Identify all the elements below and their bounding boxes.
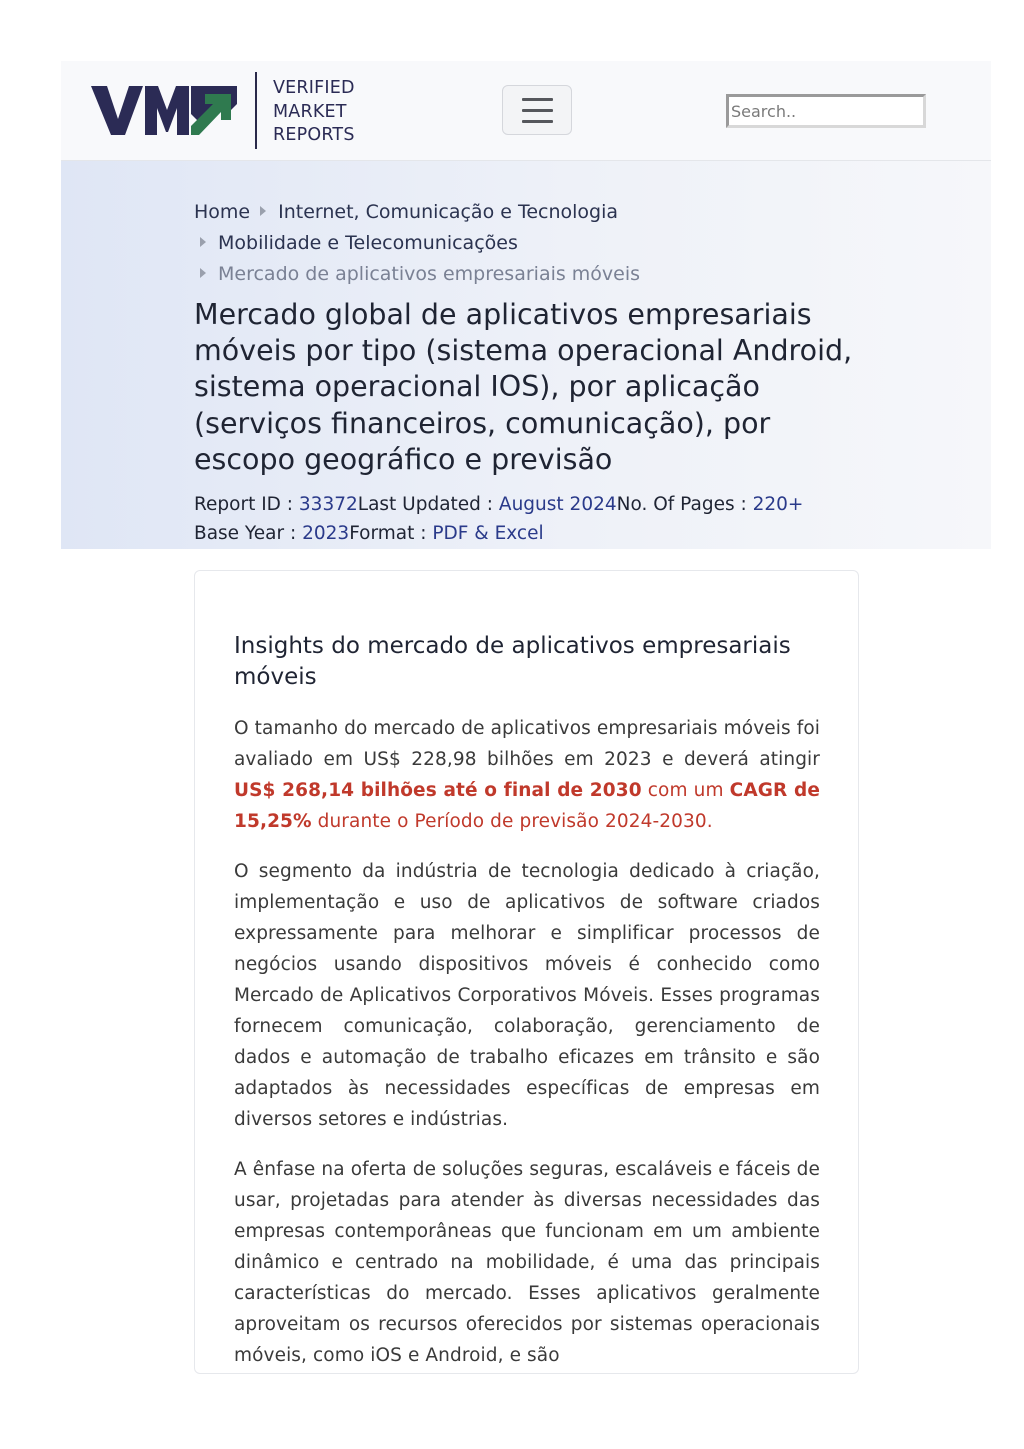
vmr-logo-icon[interactable] xyxy=(91,86,237,136)
logo-word: VERIFIED xyxy=(273,78,355,98)
report-meta-row xyxy=(194,490,803,519)
report-id-value: 33372 xyxy=(298,494,358,515)
logo-divider xyxy=(255,72,257,149)
paragraph-text: com um xyxy=(641,780,730,801)
breadcrumb-home-link[interactable]: Home xyxy=(194,201,251,223)
report-summary-card xyxy=(194,570,859,1374)
page-title: Mercado global de aplicativos empresariais móveis por tipo (sistema operacional Android, sistema operacional IOS), por aplicação (serviços financeiros, comunicação), por escopo geográfico e previsão xyxy=(194,298,853,476)
breadcrumb-category-link[interactable]: Internet, Comunicação e Tecnologia xyxy=(278,201,619,223)
section-title: Insights do mercado de aplicativos empresariais móveis xyxy=(234,633,791,690)
site-header xyxy=(61,61,991,161)
market-size-highlight: US$ 268,14 bilhões até o final de 2030 xyxy=(234,780,642,801)
paragraph xyxy=(234,713,820,837)
logo-word: REPORTS xyxy=(273,125,355,145)
paragraph: O segmento da indústria de tecnologia dedicado à criação, implementação e uso de aplicativos de software criados expressamente para melhorar e simplificar processos de negócios usando dispositivos móveis é conhecido como Mercado de Aplicativos Corporativos Móveis. Esses programas fornecem comunicação, colaboração, gerenciamento de dados e automação de trabalho eficazes em trânsito e são adaptados às necessidades específicas de empresas em diversos setores e indústrias. xyxy=(234,861,820,1130)
breadcrumb-row xyxy=(194,228,640,259)
page-frame xyxy=(61,61,991,1449)
report-id-label: Report ID : xyxy=(194,494,299,515)
breadcrumb-subcategory-link[interactable]: Mobilidade e Telecomunicações xyxy=(218,232,518,254)
breadcrumb-row xyxy=(194,197,640,228)
report-meta xyxy=(194,490,803,548)
pages-label: No. Of Pages : xyxy=(616,494,753,515)
breadcrumb-current: Mercado de aplicativos empresariais móveis xyxy=(218,263,641,285)
hamburger-icon xyxy=(522,109,553,112)
chevron-right-icon xyxy=(200,268,206,278)
hamburger-icon xyxy=(522,120,553,123)
format-label: Format : xyxy=(349,523,433,544)
pages-value: 220+ xyxy=(752,494,804,515)
chevron-right-icon xyxy=(200,237,206,247)
search-input[interactable] xyxy=(726,94,926,128)
breadcrumb-row xyxy=(194,259,640,290)
report-hero xyxy=(61,161,991,549)
cagr-highlight: CAGR de 15,25% xyxy=(234,780,820,832)
logo-word: MARKET xyxy=(273,101,347,122)
paragraph-text: O tamanho do mercado de aplicativos empresariais móveis foi avaliado em US$ 228,98 bilhões em 2023 e deverá atingir xyxy=(234,718,820,770)
logo-wordmark[interactable] xyxy=(273,77,355,148)
format-value: PDF & Excel xyxy=(432,523,544,544)
last-updated-value: August 2024 xyxy=(498,494,617,515)
paragraph-text: durante o Período de previsão 2024-2030. xyxy=(311,811,713,832)
chevron-right-icon xyxy=(260,206,266,216)
report-summary-content xyxy=(234,631,820,1374)
base-year-label: Base Year : xyxy=(194,523,303,544)
paragraph: A ênfase na oferta de soluções seguras, escaláveis e fáceis de usar, projetadas para atender às diversas necessidades das empresas contemporâneas que funcionam em um ambiente dinâmico e centrado na mobilidade, é uma das principais características do mercado. Esses aplicativos geralmente aproveitam os recursos oferecidos por sistemas operacionais móveis, como iOS e Android, e são xyxy=(234,1159,820,1366)
breadcrumb xyxy=(194,197,640,290)
menu-toggle-button[interactable] xyxy=(502,85,572,135)
base-year-value: 2023 xyxy=(302,523,350,544)
hamburger-icon xyxy=(522,98,553,101)
last-updated-label: Last Updated : xyxy=(357,494,499,515)
report-meta-row xyxy=(194,519,803,548)
